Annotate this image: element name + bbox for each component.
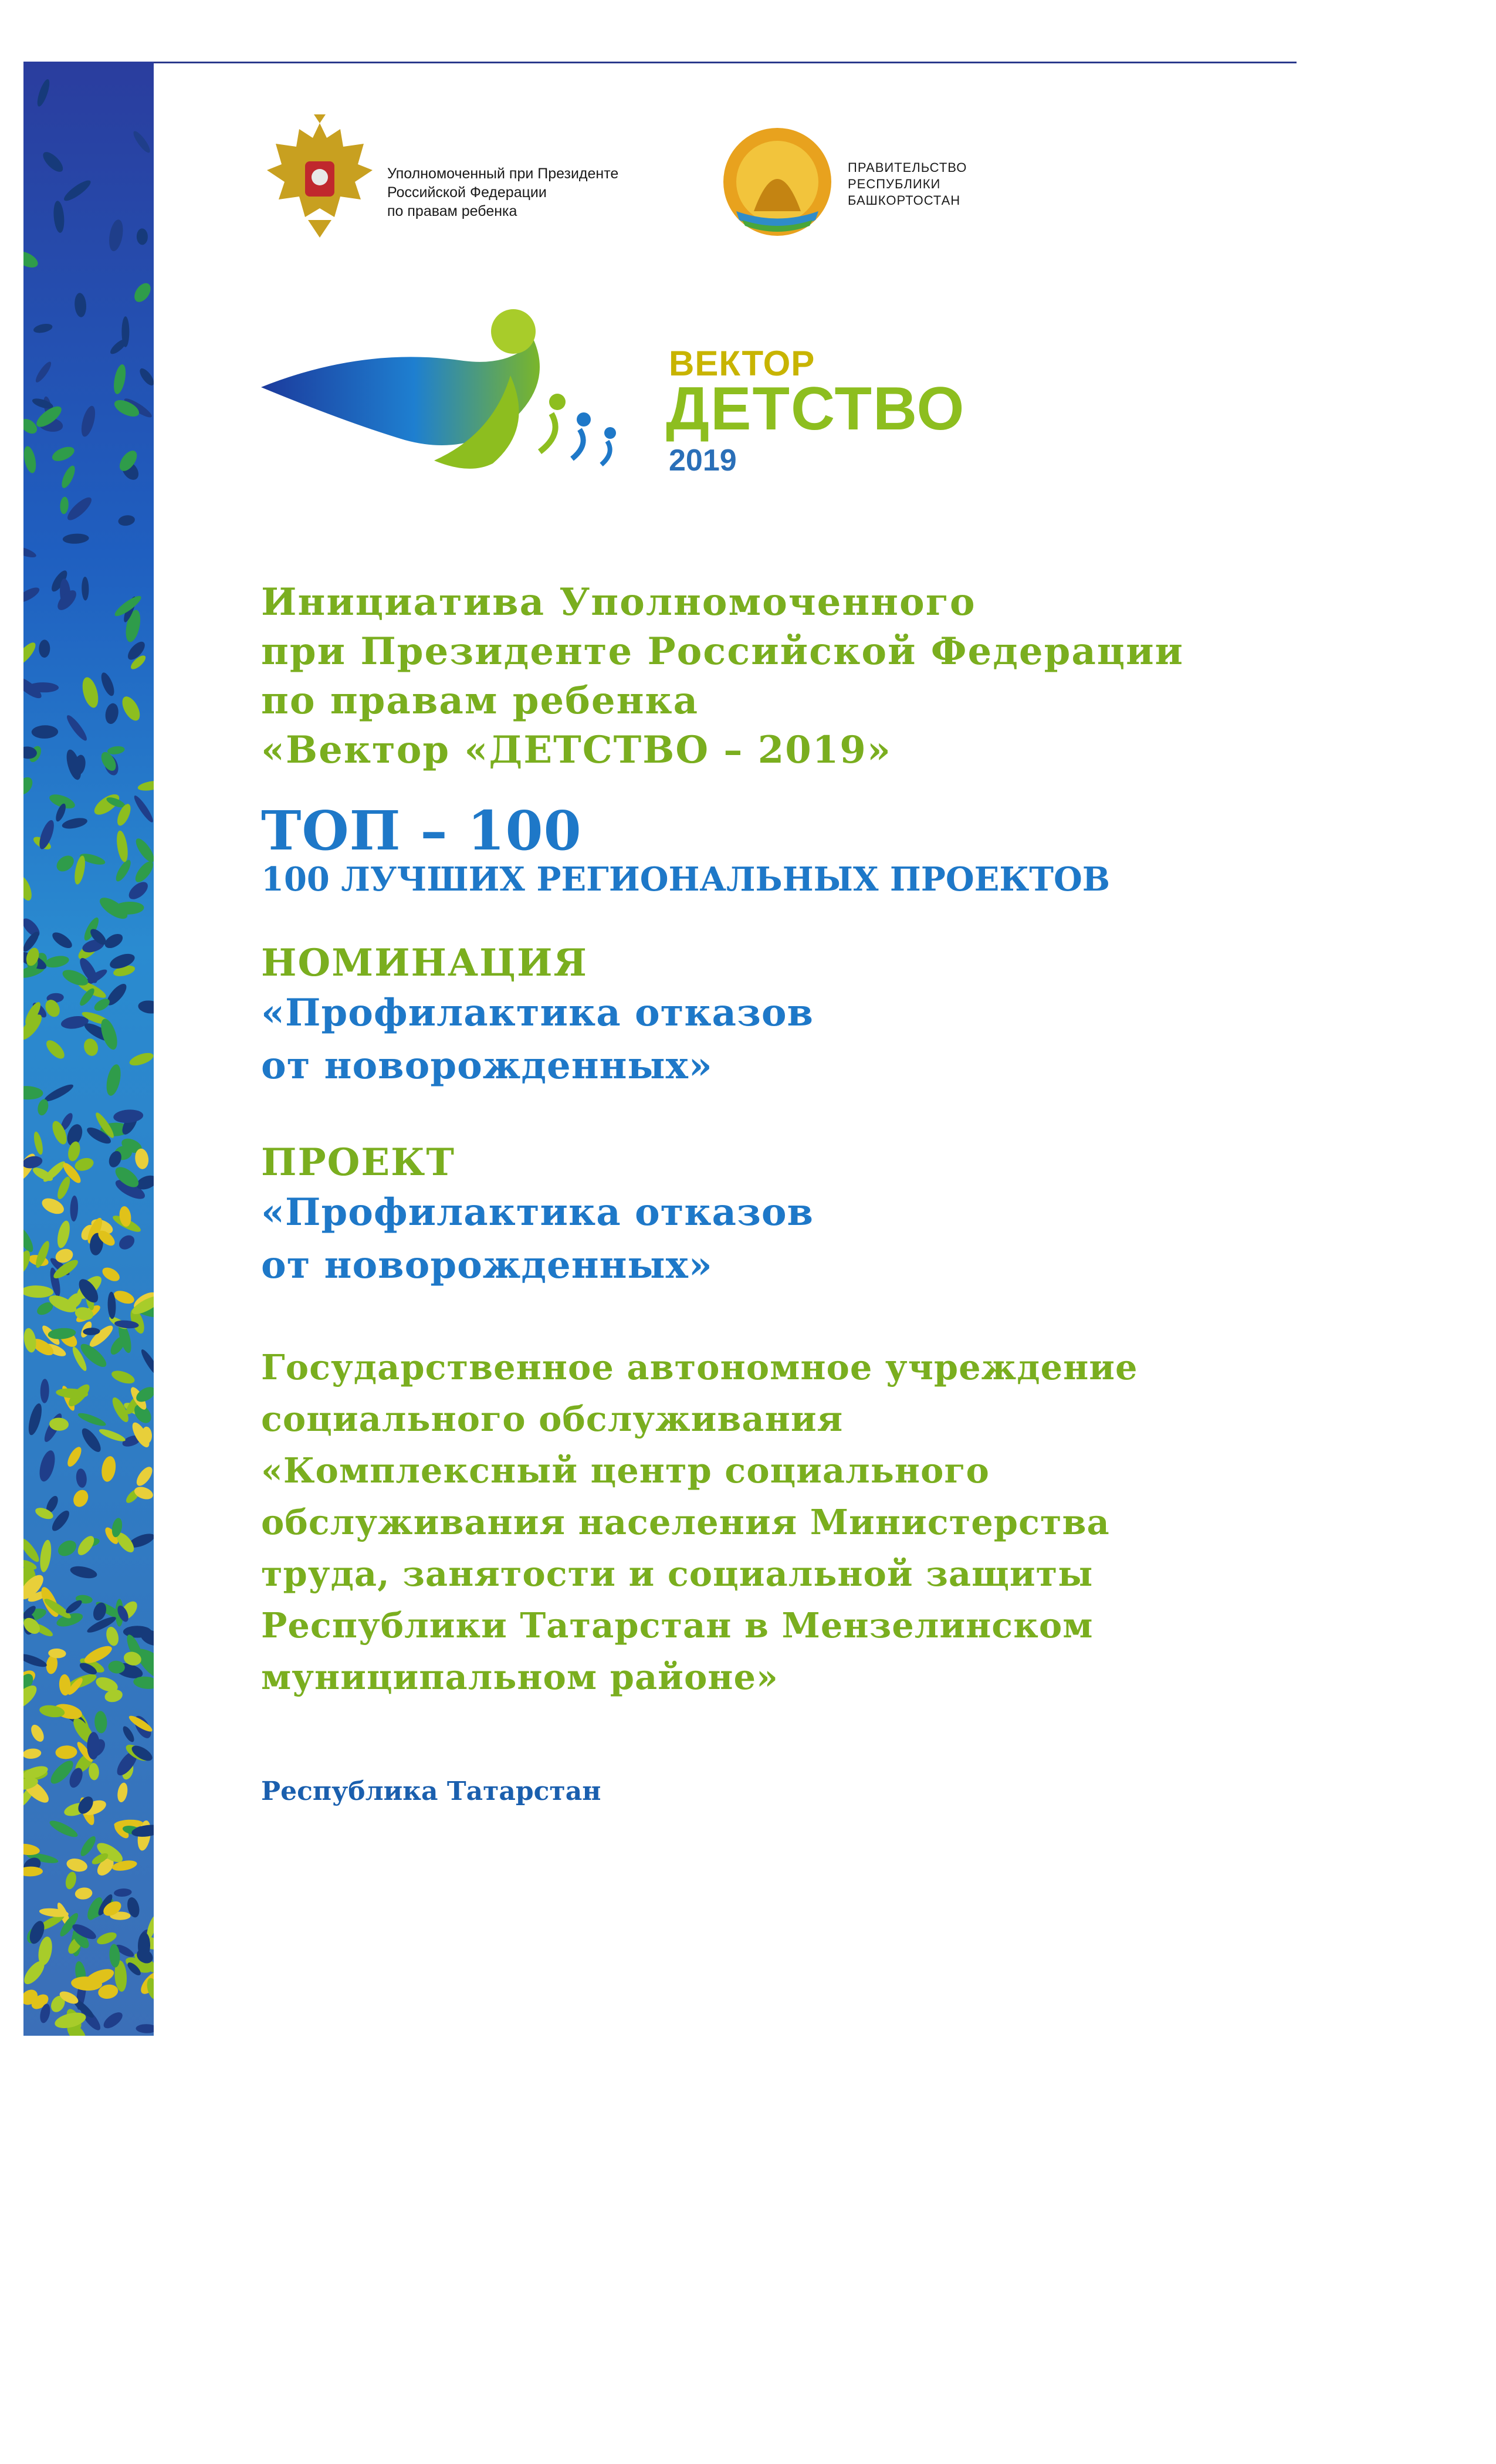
header-logos	[261, 111, 1024, 264]
ombudsman-line-2: Российской Федерации	[387, 184, 547, 201]
leaf-shape	[121, 316, 129, 347]
organization-line-7: муниципальном районе»	[261, 1657, 779, 1697]
organization-line-4: обслуживания населения Министерства	[261, 1502, 1110, 1542]
government-line-3: БАШКОРТОСТАН	[848, 193, 961, 208]
project-label: ПРОЕКТ	[261, 1140, 455, 1184]
government-line-1: ПРАВИТЕЛЬСТВО	[848, 160, 967, 175]
initiative-line-3: по правам ребенка	[261, 679, 699, 723]
government-line-2: РЕСПУБЛИКИ	[848, 177, 941, 191]
government-caption	[848, 160, 967, 209]
vector-detstvo-logo	[258, 293, 986, 487]
logo-vector-text: ВЕКТОР	[669, 344, 815, 383]
vector-swoosh-icon	[258, 293, 669, 487]
ombudsman-line-3: по правам ребенка	[387, 203, 517, 219]
logo-year-text: 2019	[669, 444, 737, 478]
organization-line-3: «Комплексный центр социального	[261, 1450, 990, 1491]
logo-detstvo-text: ДЕТСТВО	[666, 375, 966, 443]
project-line-1: «Профилактика отказов	[261, 1190, 814, 1234]
leaf-pattern	[23, 62, 154, 2036]
initiative-line-4: «Вектор «ДЕТСТВО – 2019»	[261, 728, 892, 772]
project-line-2: от новорожденных»	[261, 1243, 713, 1287]
nomination-line-2: от новорожденных»	[261, 1044, 713, 1088]
top-100-subtitle: 100 ЛУЧШИХ РЕГИОНАЛЬНЫХ ПРОЕКТОВ	[261, 860, 1111, 899]
nomination-line-1: «Профилактика отказов	[261, 991, 814, 1035]
decorative-sidebar	[23, 62, 154, 2036]
initiative-block	[261, 578, 1288, 775]
nomination-label: НОМИНАЦИЯ	[261, 941, 588, 985]
organization-line-6: Республики Татарстан в Мензелинском	[261, 1605, 1094, 1646]
organization-line-5: труда, занятости и социальной защиты	[261, 1553, 1094, 1594]
organization-block	[261, 1342, 1288, 1703]
organization-line-1: Государственное автономное учреждение	[261, 1347, 1138, 1387]
initiative-line-2: при Президенте Российской Федерации	[261, 629, 1184, 673]
organization-line-2: социального обслуживания	[261, 1399, 844, 1439]
bashkortostan-emblem-icon	[719, 123, 836, 241]
russian-coat-of-arms-icon	[261, 111, 378, 246]
initiative-line-1: Инициатива Уполномоченного	[261, 580, 976, 624]
ombudsman-caption	[387, 164, 634, 221]
top-100-title: ТОП – 100	[261, 799, 582, 862]
region-text: Республика Татарстан	[261, 1776, 601, 1806]
certificate-content	[261, 578, 1288, 1806]
ombudsman-line-1: Уполномоченный при Президенте	[387, 165, 619, 182]
